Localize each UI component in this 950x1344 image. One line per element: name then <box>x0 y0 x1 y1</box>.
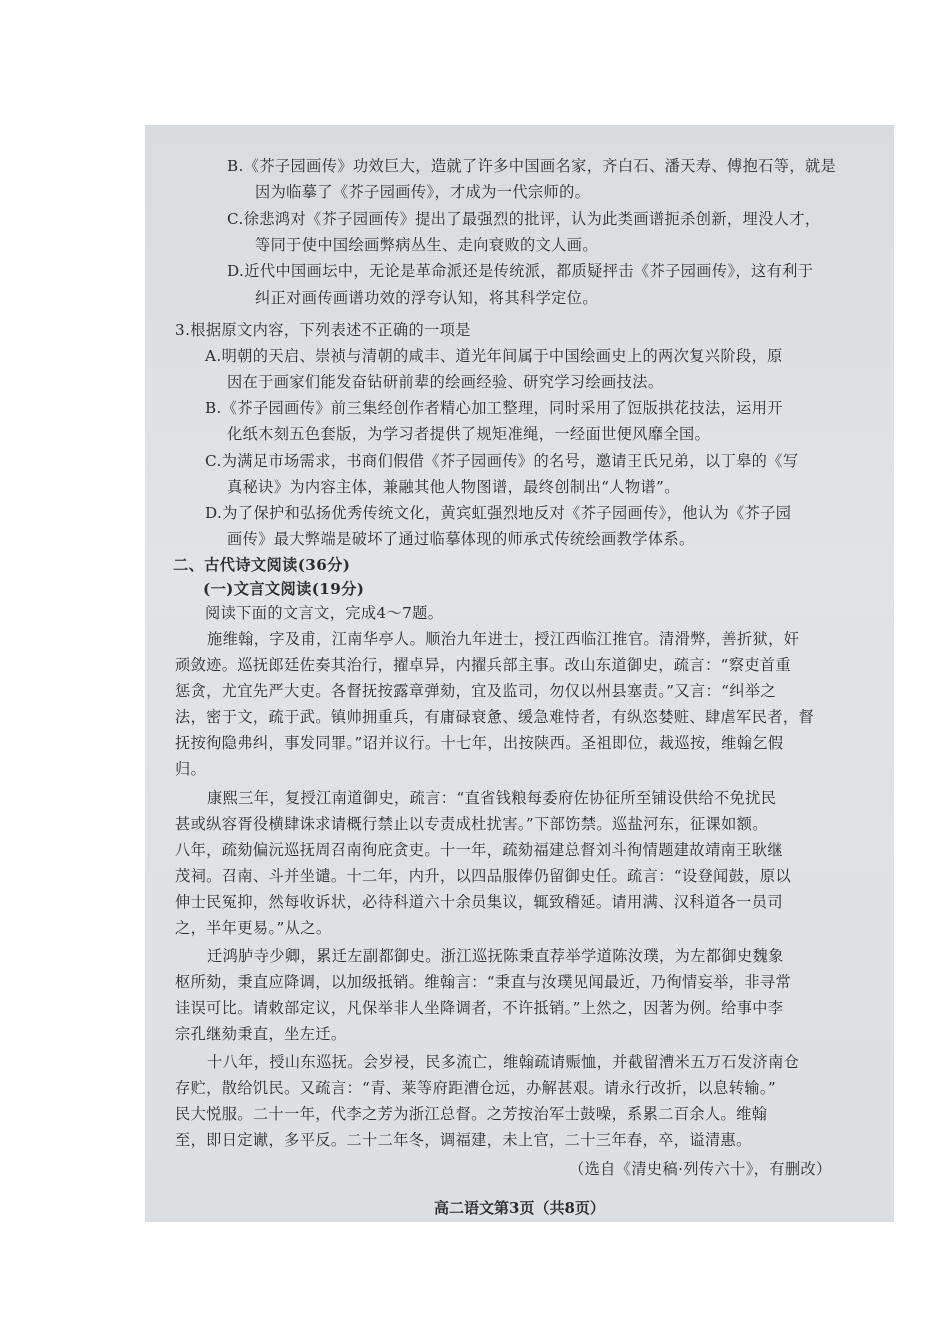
passage-source: （选自《清史稿·列传六十》，有删改） <box>569 1160 832 1178</box>
passage-p1-line-2: 顽敛迹。巡抚郎廷佐奏其治行，擢卓异，内擢兵部主事。改山东道御史，疏言：“察吏首重 <box>175 656 792 674</box>
passage-p1-line-6: 归。 <box>175 760 207 778</box>
passage-p2-line-2: 甚或纵容胥役横肆诛求请概行禁止以专责成杜扰害。”下部饬禁。巡盐河东，征课如额。 <box>175 815 768 833</box>
q3-option-c-line-1: C.为满足市场需求，书商们假借《芥子园画传》的名号，邀请王氏兄弟，以丁皋的《写 <box>205 452 799 470</box>
passage-p4-line-3: 民大悦服。二十一年，代李之芳为浙江总督。之芳按治军士鼓噪，系累二百余人。维翰 <box>175 1105 768 1123</box>
passage-p4-line-2: 存贮，散给饥民。又疏言：“青、莱等府距漕仓远，办解甚艰。请永行改折，以息转输。” <box>175 1079 777 1097</box>
option-d-line-2: 纠正对画传画谱功效的浮夸认知，将其科学定位。 <box>255 289 598 307</box>
passage-p3-line-3: 诖误可比。请敕部定议，凡保举非人坐降调者，不许抵销。”上然之，因著为例。给事中李 <box>175 999 784 1017</box>
passage-p2-line-3: 八年，疏劾偏沅巡抚周召南徇庇贪吏。十一年，疏劾福建总督刘斗徇情题建故靖南王耿继 <box>175 841 783 859</box>
section-2-heading: 二、古代诗文阅读(36分) <box>173 556 351 574</box>
q3-option-b-line-1: B.《芥子园画传》前三集经创作者精心加工整理，同时采用了饾版拱花技法，运用开 <box>205 399 783 417</box>
reading-instruction: 阅读下面的文言文，完成4～7题。 <box>205 604 444 622</box>
passage-p3-line-1: 迁鸿胪寺少卿，累迁左副都御史。浙江巡抚陈秉直荐举学道陈汝璞，为左都御史魏象 <box>207 947 784 965</box>
passage-p2-line-6: 之，半年更易。”从之。 <box>175 919 332 937</box>
option-c-line-1: C.徐悲鸿对《芥子园画传》提出了最强烈的批评，认为此类画谱扼杀创新，埋没人才， <box>227 210 821 228</box>
option-b-line-1: B.《芥子园画传》功效巨大，造就了许多中国画名家，齐白石、潘天寿、傅抱石等，就是 <box>227 157 837 175</box>
exam-page-photo <box>145 125 894 1222</box>
q3-option-c-line-2: 真秘诀》为内容主体，兼融其他人物图谱，最终创制出“人物谱”。 <box>227 478 680 496</box>
q3-option-a-line-1: A.明朝的天启、崇祯与清朝的咸丰、道光年间属于中国绘画史上的两次复兴阶段，原 <box>205 347 783 365</box>
question-3-stem: 3.根据原文内容，下列表述不正确的一项是 <box>175 321 471 339</box>
passage-p1-line-5: 抚按徇隐弗纠，事发同罪。”诏并议行。十七年，出按陕西。圣祖即位，裁巡按，维翰乞假 <box>175 734 784 752</box>
q3-option-d-line-2: 画传》最大弊端是破坏了通过临摹体现的师承式传统绘画教学体系。 <box>227 530 695 548</box>
passage-p4-line-4: 至，即日定谳，多平反。二十二年冬，调福建，未上官，二十三年春，卒，谥清惠。 <box>175 1131 752 1149</box>
passage-p4-line-1: 十八年，授山东巡抚。会岁祲，民多流亡，维翰疏请赈恤，并截留漕米五万石发济南仓 <box>207 1053 800 1071</box>
page-footer: 高二语文第3页（共8页） <box>434 1199 605 1217</box>
passage-p3-line-2: 枢所劾，秉直应降调，以加级抵销。维翰言：“秉直与汝璞见闻最近，乃徇情妄举，非寻常 <box>175 973 792 991</box>
option-c-line-2: 等同于使中国绘画弊病丛生、走向衰败的文人画。 <box>255 236 598 254</box>
option-b-line-2: 因为临摹了《芥子园画传》，才成为一代宗师的。 <box>255 183 591 201</box>
q3-option-b-line-2: 化纸木刻五色套版，为学习者提供了规矩准绳，一经面世便风靡全国。 <box>227 425 711 443</box>
subsection-1-heading: (一)文言文阅读(19分) <box>203 580 365 598</box>
passage-p3-line-4: 宗孔继劾秉直，坐左迁。 <box>175 1025 347 1043</box>
passage-p2-line-1: 康熙三年，复授江南道御史，疏言：“直省钱粮每委府佐协征所至铺设供给不免扰民 <box>207 789 777 807</box>
passage-p1-line-1: 施维翰，字及甫，江南华亭人。顺治九年进士，授江西临江推官。清滑弊，善折狱，奸 <box>207 630 800 648</box>
q3-option-a-line-2: 因在于画家们能发奋钻研前辈的绘画经验、研究学习绘画技法。 <box>227 373 664 391</box>
passage-p1-line-3: 惩贪，尤宜先严大吏。各督抚按露章弹劾，宜及监司，勿仅以州县塞责。”又言：“纠举之 <box>175 682 777 700</box>
q3-option-d-line-1: D.为了保护和弘扬优秀传统文化，黄宾虹强烈地反对《芥子园画传》，他认为《芥子园 <box>205 504 792 522</box>
option-d-line-1: D.近代中国画坛中，无论是革命派还是传统派，都质疑抨击《芥子园画传》，这有利于 <box>227 262 814 280</box>
passage-p1-line-4: 法，密于文，疏于武。镇帅拥重兵，有庸碌衰惫、缓急难恃者，有纵恣婪赃、肆虐军民者，督 <box>175 708 815 726</box>
passage-p2-line-5: 伸士民冤抑，然每收诉状，必待科道六十余员集议，辄致稽延。请用满、汉科道各一员司 <box>175 893 783 911</box>
passage-p2-line-4: 茂祠。召南、斗并坐谴。十二年，内升，以四品服俸仍留御史任。疏言：“设登闻鼓，原以 <box>175 867 792 885</box>
